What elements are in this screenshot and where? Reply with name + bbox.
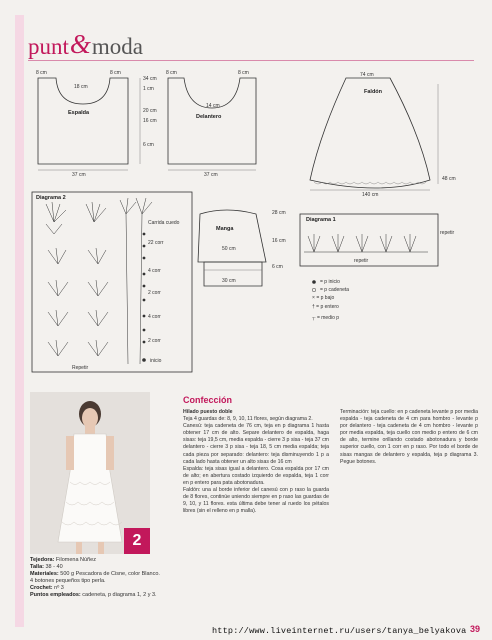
manga-bottom-measure: 30 cm [222, 278, 236, 284]
delantero-shape [168, 78, 256, 164]
diagrama2-row-3: 2 corr [148, 290, 161, 296]
faldon-side-measure: 48 cm [442, 176, 456, 182]
logo-ampersand: & [69, 29, 91, 59]
legend-row-5: ┬ = medio p [312, 315, 340, 321]
legend-row-1: = p inicio [320, 279, 340, 285]
espalda-top-right-measure: 8 cm [110, 70, 121, 76]
info-crochet: Crochet: nº 3 [30, 585, 64, 591]
info-materiales: Materiales: 500 g Pescadora de Cisne, color Blanco. 4 botones pequeños tipo perla. [30, 571, 160, 584]
legend-row-4: † = p entero [312, 304, 339, 310]
espalda-bottom-measure: 37 cm [72, 172, 86, 178]
espalda-shape [38, 78, 128, 164]
diagrama2-row-5: 2 corr [148, 338, 161, 344]
logo-part-moda: moda [91, 34, 144, 59]
diagrama1-side-repeat: repetir [440, 230, 455, 236]
manga-side-measure-1: 28 cm [272, 210, 286, 216]
confeccion-para-3: Canesú: teja cadeneta de 76 cm, teja en p diagrama 1 hasta obtener 17 cm de alto. Separe delantero de espalda, haga sisas: teja 19,5 cm, media espalda - cierre 3 p sisa - teja 37 cm delantero - cierre 3 p sisa - teja 18, 5 cm media espalda; teja cada pieza por separado: delantero: teja disminuyendo 1 p a cada lado hasta obtener un alto sisas de 16 cm [183, 423, 329, 465]
header-rule [28, 60, 474, 61]
espalda-side-measure-2: 1 cm [143, 86, 154, 92]
diagrama2-start-label: inicio [150, 358, 162, 364]
delantero-top-left-measure: 8 cm [166, 70, 177, 76]
delantero-title: Delantero [196, 114, 222, 120]
pattern-number-badge: 2 [124, 528, 150, 554]
diagrama2-title: Diagrama 2 [36, 195, 66, 201]
espalda-side-measure-3: 20 cm [143, 108, 157, 114]
legend-row-2: = p cadeneta [320, 287, 350, 293]
faldon-title: Faldón [364, 89, 383, 95]
side-accent-bar [15, 15, 24, 627]
manga-shape [198, 210, 266, 262]
confeccion-terminacion: Terminación: teja cuello: en p cadeneta levante p por media espalda - teja cadeneta de 4 cm para hombro - levante p por delantero - teja cadeneta de 4 cm hombro - levante p por media espalda, teja cuello con medio p entero de 6 cm de alto, termine orillando costado abotonadura y borde superior cuello, con 1 corr en p raso. Por todo el borde de sisas mangas de delantero y espalda, teja p diagrama 3. Pegue botones. [340, 409, 478, 465]
faldon-top-measure: 74 cm [360, 72, 374, 78]
pattern-info [30, 557, 160, 599]
espalda-side-measure-5: 6 cm [143, 142, 154, 148]
manga-width-measure: 50 cm [222, 246, 236, 252]
delantero-bottom-measure: 37 cm [204, 172, 218, 178]
diagrama2-cruce-label: Carrida cuedo [148, 220, 180, 226]
delantero-top-right-measure: 8 cm [238, 70, 249, 76]
delantero-neck-measure: 14 cm [206, 103, 220, 109]
legend-row-3: × = p bajo [312, 295, 335, 301]
pattern-schematics [28, 64, 480, 384]
confeccion-para-1: Hilado puesto doble [183, 409, 233, 415]
confeccion-column-1 [183, 409, 329, 515]
faldon-bottom-measure: 140 cm [362, 192, 379, 198]
diagrama2-row-1: 22 corr [148, 240, 164, 246]
schematic-drawings [28, 64, 480, 384]
espalda-side-measure-1: 34 cm [143, 76, 157, 82]
espalda-title: Espalda [68, 110, 90, 116]
confeccion-para-4: Espalda: teja sisas igual a delantero. Cosa espalda por 17 cm de alto; en abertura costado izquierdo de espalda, teja 1 corr en p entero para pata abotonadura. [183, 465, 329, 486]
info-tejedora: Tejedora: Filomena Núñez [30, 557, 96, 563]
confeccion-title: Confección [183, 395, 233, 405]
logo-part-punt: punt [28, 34, 69, 59]
magazine-logo [28, 30, 143, 60]
confeccion-column-2 [340, 409, 478, 466]
diagrama1-title: Diagrama 1 [306, 217, 336, 223]
espalda-neck-measure: 18 cm [74, 84, 88, 90]
espalda-side-measure-4: 16 cm [143, 118, 157, 124]
manga-title: Manga [216, 226, 234, 232]
manga-side-measure-2: 16 cm [272, 238, 286, 244]
diagrama2-repeat-label: Repetir [72, 365, 89, 371]
diagrama2-row-2: 4 corr [148, 268, 161, 274]
info-puntos: Puntos empleados: cadeneta, p diagrama 1, 2 y 3. [30, 592, 157, 598]
source-url: http://www.liveinternet.ru/users/tanya_belyakova [212, 626, 467, 636]
espalda-top-left-measure: 8 cm [36, 70, 47, 76]
diagrama1-bottom-repeat: repetir [354, 258, 369, 264]
model-photo [30, 392, 150, 554]
diagrama2-row-4: 4 corr [148, 314, 161, 320]
info-talla: Talla: 38 - 40 [30, 564, 63, 570]
confeccion-para-5: Faldón: una al borde inferior del canesú con p raso la guarda de 8 flores, continúe uniendo siempre en p raso las guardas de 9, 10, y 11 flores. esta última debe tener al ruedo los pétalos libres (sin el relleno en p malla). [183, 487, 329, 515]
confeccion-para-2: Teja 4 guardas de: 8, 9, 10, 11 flores, según diagrama 2. [183, 416, 313, 423]
page-number: 39 [469, 624, 480, 634]
manga-side-measure-3: 6 cm [272, 264, 283, 270]
